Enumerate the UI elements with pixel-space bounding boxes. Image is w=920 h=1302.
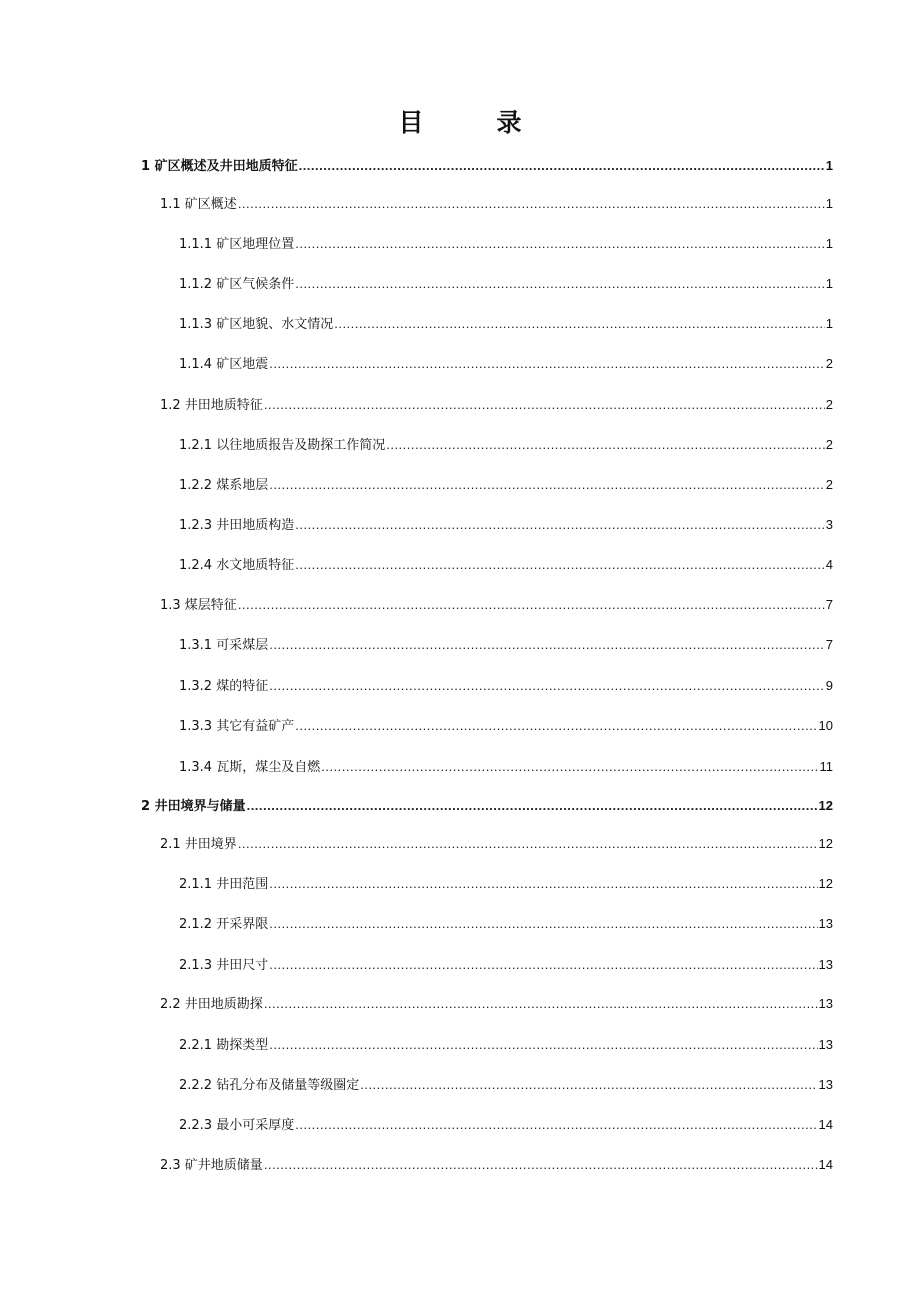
toc-page-number: 9 [825, 678, 833, 693]
toc-entry-label: 1.2 井田地质特征 [160, 398, 263, 413]
toc-entry-2-1-1[interactable] [179, 875, 833, 894]
toc-page-number: 1 [825, 276, 833, 291]
toc-page-number: 2 [825, 437, 833, 452]
leader-dots [295, 1116, 817, 1134]
leader-dots [295, 556, 825, 574]
toc-entry-label: 1.2.3 井田地质构造 [179, 518, 295, 533]
leader-dots [295, 516, 825, 534]
toc-entry-label: 1.3.2 煤的特征 [179, 679, 269, 694]
leader-dots [321, 758, 818, 776]
toc-entry-1-2-1[interactable] [179, 436, 833, 455]
toc-entry-1-2-4[interactable] [179, 556, 833, 575]
toc-entry-label: 1.1.1 矿区地理位置 [179, 237, 295, 252]
toc-entry-label: 1.2.4 水文地质特征 [179, 558, 295, 573]
toc-page-number: 12 [818, 798, 833, 813]
toc-entry-label: 1.3.4 瓦斯，煤尘及自燃 [179, 760, 321, 775]
toc-page-number: 12 [818, 836, 833, 851]
toc-entry-2-1-2[interactable] [179, 915, 833, 934]
toc-page-number: 13 [818, 1077, 833, 1092]
toc-entry-1-2-2[interactable] [179, 476, 833, 495]
toc-entry-label: 2.1.1 井田范围 [179, 877, 269, 892]
leader-dots [269, 355, 825, 373]
toc-entry-label: 1.3.3 其它有益矿产 [179, 719, 295, 734]
leader-dots [269, 1036, 817, 1054]
toc-page-number: 12 [818, 876, 833, 891]
toc-entry-label: 1.3.1 可采煤层 [179, 638, 269, 653]
toc-entry-label: 2.2.2 钻孔分布及储量等级圈定 [179, 1078, 360, 1093]
toc-entry-1-1-4[interactable] [179, 355, 833, 374]
toc-page-number: 14 [818, 1157, 833, 1172]
toc-entry-1-3-4[interactable] [179, 758, 833, 777]
leader-dots [269, 956, 817, 974]
leader-dots [238, 195, 825, 213]
toc-page-number: 2 [825, 356, 833, 371]
toc-entry-label: 2.2.1 勘探类型 [179, 1038, 269, 1053]
leader-dots [269, 476, 825, 494]
leader-dots [264, 396, 825, 414]
toc-entry-2-3[interactable] [160, 1156, 833, 1175]
leader-dots [386, 436, 825, 454]
toc-entry-label: 2.2.3 最小可采厚度 [179, 1118, 295, 1133]
leader-dots [269, 875, 817, 893]
leader-dots [295, 235, 825, 253]
toc-page-number: 11 [819, 759, 833, 774]
toc-entry-1-3-3[interactable] [179, 717, 833, 736]
toc-entry-label: 1.1.2 矿区气候条件 [179, 277, 295, 292]
toc-entry-label: 1.2.1 以往地质报告及勘探工作简况 [179, 438, 386, 453]
toc-entry-1-1-1[interactable] [179, 235, 833, 254]
toc-entry-label: 1.1 矿区概述 [160, 197, 237, 212]
leader-dots [295, 275, 825, 293]
toc-page-number: 3 [825, 517, 833, 532]
toc-entry-chapter-1[interactable] [141, 157, 833, 176]
toc-page-number: 1 [825, 236, 833, 251]
toc-entry-chapter-2[interactable] [141, 797, 833, 816]
toc-page-number: 14 [818, 1117, 833, 1132]
toc-entry-label: 2.3 矿井地质储量 [160, 1158, 263, 1173]
toc-page-number: 13 [818, 1037, 833, 1052]
toc-page-number: 1 [825, 196, 833, 211]
leader-dots [360, 1076, 817, 1094]
toc-entry-2-2[interactable] [160, 995, 833, 1014]
leader-dots [264, 995, 818, 1013]
toc-page-number: 13 [818, 996, 833, 1011]
toc-entry-1-3[interactable] [160, 596, 833, 615]
leader-dots [299, 157, 825, 175]
toc-entry-2-1-3[interactable] [179, 956, 833, 975]
leader-dots [334, 315, 825, 333]
toc-entry-1-3-2[interactable] [179, 677, 833, 696]
toc-page-number: 2 [825, 397, 833, 412]
toc-page-number: 4 [825, 557, 833, 572]
toc-entry-label: 2.2 井田地质勘探 [160, 997, 263, 1012]
leader-dots [238, 835, 818, 853]
page-title: 目 录 [398, 108, 546, 137]
leader-dots [269, 636, 825, 654]
toc-page-number: 13 [818, 957, 833, 972]
toc-entry-label: 2 井田境界与储量 [141, 799, 246, 814]
leader-dots [238, 596, 825, 614]
toc-entry-label: 1.1.3 矿区地貌、水文情况 [179, 317, 334, 332]
leader-dots [264, 1156, 818, 1174]
leader-dots [269, 677, 825, 695]
toc-page-number: 1 [825, 158, 833, 173]
toc-page-number: 2 [825, 477, 833, 492]
toc-entry-2-2-2[interactable] [179, 1076, 833, 1095]
toc-page-number: 7 [825, 637, 833, 652]
toc-entry-label: 1.2.2 煤系地层 [179, 478, 269, 493]
toc-entry-2-1[interactable] [160, 835, 833, 854]
toc-entry-label: 1.3 煤层特征 [160, 598, 237, 613]
toc-page-number: 7 [825, 597, 833, 612]
toc-entry-1-1[interactable] [160, 195, 833, 214]
toc-entry-label: 1.1.4 矿区地震 [179, 357, 269, 372]
toc-entry-2-2-1[interactable] [179, 1036, 833, 1055]
toc-entry-1-1-2[interactable] [179, 275, 833, 294]
leader-dots [269, 915, 817, 933]
toc-entry-label: 2.1.2 开采界限 [179, 917, 269, 932]
toc-page-number: 1 [825, 316, 833, 331]
toc-entry-label: 2.1 井田境界 [160, 837, 237, 852]
leader-dots [247, 797, 818, 815]
leader-dots [295, 717, 817, 735]
toc-entry-1-3-1[interactable] [179, 636, 833, 655]
toc-page-number: 13 [818, 916, 833, 931]
toc-entry-1-1-3[interactable] [179, 315, 833, 334]
toc-page-number: 10 [818, 718, 833, 733]
toc-entry-1-2[interactable] [160, 396, 833, 415]
toc-entry-label: 2.1.3 井田尺寸 [179, 958, 269, 973]
toc-entry-label: 1 矿区概述及井田地质特征 [141, 159, 298, 174]
toc-entry-2-2-3[interactable] [179, 1116, 833, 1135]
toc-entry-1-2-3[interactable] [179, 516, 833, 535]
